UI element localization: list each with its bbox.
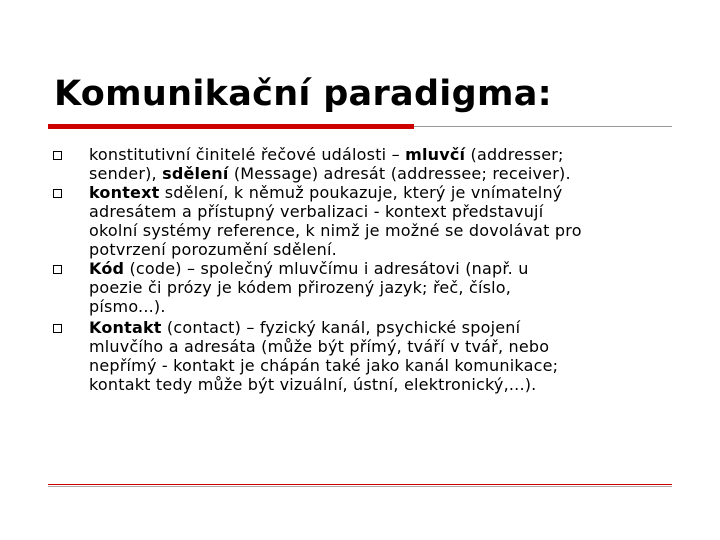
- bullet-term: sdělení: [162, 164, 229, 183]
- footer-rule-red: [48, 484, 672, 485]
- bullet-text-run: kontakt tedy může být vizuální, ústní, elektronický,...).: [89, 375, 537, 394]
- bullet-text-run: nepřímý - kontakt je chápán také jako kanál komunikace;: [89, 356, 559, 375]
- title-underline-red: [48, 124, 414, 129]
- bullet-text: [89, 318, 689, 394]
- bullet-text-run: písmo...).: [89, 297, 166, 316]
- bullet-text-run: sender),: [89, 164, 163, 183]
- bullet-text: [89, 259, 689, 316]
- bullet-text-run: (code) – společný mluvčímu i adresátovi (např. u: [124, 259, 529, 278]
- bullet-text-run: (Message) adresát (addressee; receiver).: [228, 164, 571, 183]
- bullet-term: Kontakt: [89, 318, 162, 337]
- bullet-term: kontext: [89, 183, 160, 202]
- bullet-term: Kód: [89, 259, 125, 278]
- footer-rule-gray: [48, 486, 672, 487]
- slide-title: Komunikační paradigma:: [54, 74, 552, 114]
- bullet-text-run: (addresser;: [465, 145, 564, 164]
- bullet-text-run: potvrzení porozumění sdělení.: [89, 240, 337, 259]
- hollow-square-icon: [53, 265, 62, 274]
- bullet-text-run: okolní systémy reference, k nimž je možné se dovolávat pro: [89, 221, 582, 240]
- hollow-square-icon: [53, 324, 62, 333]
- hollow-square-icon: [53, 151, 62, 160]
- bullet-text-run: sdělení, k němuž poukazuje, který je vnímatelný: [159, 183, 563, 202]
- bullet-text-run: konstitutivní činitelé řečové události –: [89, 145, 406, 164]
- bullet-text-run: (contact) – fyzický kanál, psychické spojení: [161, 318, 521, 337]
- bullet-text-run: mluvčího a adresáta (může být přímý, tváří v tvář, nebo: [89, 337, 550, 356]
- bullet-text: [89, 145, 689, 183]
- bullet-text-run: poezie či prózy je kódem přirozený jazyk; řeč, číslo,: [89, 278, 512, 297]
- bullet-text: [89, 183, 689, 259]
- bullet-term: mluvčí: [405, 145, 466, 164]
- bullet-text-run: adresátem a přístupný verbalizaci - kontext představují: [89, 202, 544, 221]
- title-underline-gray: [414, 126, 672, 127]
- hollow-square-icon: [53, 189, 62, 198]
